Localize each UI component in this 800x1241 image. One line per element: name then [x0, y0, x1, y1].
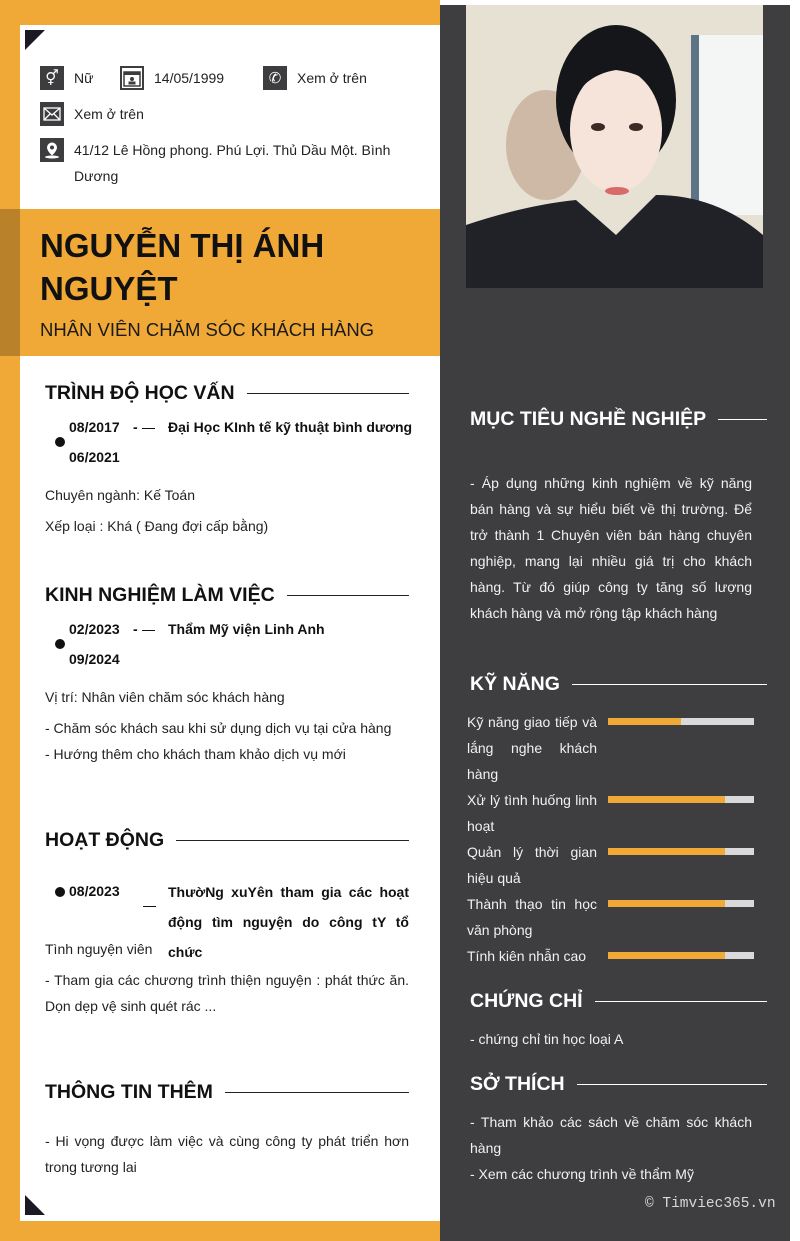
frame-bottom [0, 1221, 440, 1241]
contact-address [40, 138, 404, 189]
hobbies-list [470, 1109, 752, 1187]
certificates-title-text: CHỨNG CHỈ [470, 990, 583, 1012]
additional-info-title-text: THÔNG TIN THÊM [45, 1081, 213, 1103]
additional-info-section-title [45, 1081, 409, 1104]
contact-phone [263, 66, 367, 90]
skill-label: Quản lý thời gian hiệu quả [467, 844, 597, 886]
skill-bar [608, 900, 754, 907]
activities-section-title [45, 829, 409, 852]
name-band [20, 209, 440, 356]
frame-top [0, 0, 440, 25]
email-value: Xem ở trên [74, 106, 144, 122]
skill-label: Kỹ năng giao tiếp và lắng nghe khách hàng [467, 714, 597, 782]
skills-title-text: KỸ NĂNG [470, 673, 560, 695]
divider-line [287, 595, 409, 596]
divider-line [572, 684, 767, 685]
activity-details [45, 936, 409, 1019]
timeline-bullet [55, 639, 65, 649]
profile-photo-placeholder [466, 5, 763, 288]
date-separator [143, 906, 156, 907]
skill-label: Tính kiên nhẫn cao [467, 948, 587, 964]
hobbies-title-text: SỞ THÍCH [470, 1073, 565, 1095]
experience-position: Vị trí: Nhân viên chăm sóc khách hàng [45, 689, 285, 705]
address-value: 41/12 Lê Hồng phong. Phú Lợi. Thủ Dầu Một. Bình Dương [74, 142, 391, 184]
contact-birthdate [120, 66, 224, 90]
location-icon [40, 138, 64, 162]
name-band-accent [0, 209, 20, 356]
date-separator: - [133, 419, 155, 435]
skill-bar-fill [608, 796, 725, 803]
additional-info-text: - Hi vọng được làm việc và cùng công ty phát triển hơn trong tương lai [45, 1133, 409, 1175]
experience-end-date: 09/2024 [69, 651, 120, 667]
phone-value: Xem ở trên [297, 70, 367, 86]
contact-gender [40, 66, 93, 90]
corner-decoration-bottom [25, 1195, 45, 1215]
hobby-item: - Tham khảo các sách về chăm sóc khách hàng [470, 1114, 752, 1156]
phone-icon: ✆ [263, 66, 287, 90]
experience-duty: - Hướng thêm cho khách tham khảo dịch vụ mới [45, 746, 346, 762]
skill-bar [608, 796, 754, 803]
watermark: © Timviec365.vn [645, 1196, 776, 1212]
corner-decoration-top [25, 30, 45, 50]
experience-duty: - Chăm sóc khách sau khi sử dụng dịch vụ tại cửa hàng [45, 720, 392, 736]
full-name: NGUYỄN THỊ ÁNH NGUYỆT [40, 227, 325, 307]
education-start-date: 08/2017 [69, 419, 120, 435]
job-title: NHÂN VIÊN CHĂM SÓC KHÁCH HÀNG [40, 319, 375, 340]
skill-label: Xử lý tình huống linh hoạt [467, 792, 597, 834]
frame-left [0, 0, 20, 1241]
education-details [45, 482, 409, 539]
divider-line [247, 393, 409, 394]
activity-role: Tình nguyện viên [45, 941, 153, 957]
skill-bar [608, 848, 754, 855]
birthdate-value: 14/05/1999 [154, 70, 225, 86]
education-grade: Xếp loại : Khá ( Đang đợi cấp bằng) [45, 518, 269, 534]
divider-line [176, 840, 409, 841]
certificates-section-title [470, 990, 767, 1013]
divider-line [225, 1092, 409, 1093]
divider-line [577, 1084, 767, 1085]
career-goal-section-title [470, 408, 767, 431]
gender-icon: ⚥ [40, 66, 64, 90]
education-major: Chuyên ngành: Kế Toán [45, 487, 195, 503]
career-goal-text: - Áp dụng những kinh nghiệm về kỹ năng bán hàng và sự hiểu biết về thị trường. Để trở thành 1 Chuyên viên bán hàng chuyên nghiệp, mang lại nhiều giá trị cho khách hàng. Từ đó giúp công ty tăng số lượng khách hàng và mở rộng tập khách hàng [470, 475, 752, 621]
date-separator: - [133, 621, 155, 637]
profile-photo [466, 5, 763, 288]
education-title-text: TRÌNH ĐỘ HỌC VẤN [45, 382, 235, 404]
email-icon [40, 102, 64, 126]
contact-email [40, 102, 144, 126]
activity-description: - Tham gia các chương trình thiện nguyện : phát thức ăn. Dọn dẹp vệ sinh quét rác ... [45, 972, 409, 1014]
hobbies-section-title [470, 1073, 767, 1096]
skill-bar [608, 952, 754, 959]
skills-section-title [470, 673, 767, 696]
skill-label: Thành thạo tin học văn phòng [467, 896, 597, 938]
skill-bar-fill [608, 848, 725, 855]
hobby-item: - Xem các chương trình về thẩm Mỹ [470, 1166, 694, 1182]
career-goal-title-text: MỤC TIÊU NGHỀ NGHIỆP [470, 408, 707, 430]
skill-bar-fill [608, 900, 725, 907]
calendar-icon [120, 66, 144, 90]
activities-title-text: HOẠT ĐỘNG [45, 829, 165, 851]
experience-start-date: 02/2023 [69, 621, 120, 637]
education-end-date: 06/2021 [69, 449, 120, 465]
timeline-bullet [55, 437, 65, 447]
experience-details [45, 684, 409, 767]
experience-section-title [45, 584, 409, 607]
education-section-title [45, 382, 409, 405]
education-school: Đại Học KInh tế kỹ thuật bình dương [168, 419, 413, 435]
certificate-item: - chứng chỉ tin học loại A [470, 1031, 624, 1047]
skill-bar-fill [608, 952, 725, 959]
gender-value: Nữ [74, 70, 94, 86]
timeline-bullet [55, 887, 65, 897]
divider-line [595, 1001, 767, 1002]
skill-bar-fill [608, 718, 681, 725]
experience-company: Thẩm Mỹ viện Linh Anh [168, 621, 325, 637]
experience-title-text: KINH NGHIỆM LÀM VIỆC [45, 584, 275, 606]
divider-line [718, 419, 767, 420]
activity-title: ThườNg xuYên tham gia các hoạt động tìm nguyện do công tY tổ chức [168, 884, 409, 960]
skill-bar [608, 718, 754, 725]
activity-date: 08/2023 [69, 883, 120, 899]
